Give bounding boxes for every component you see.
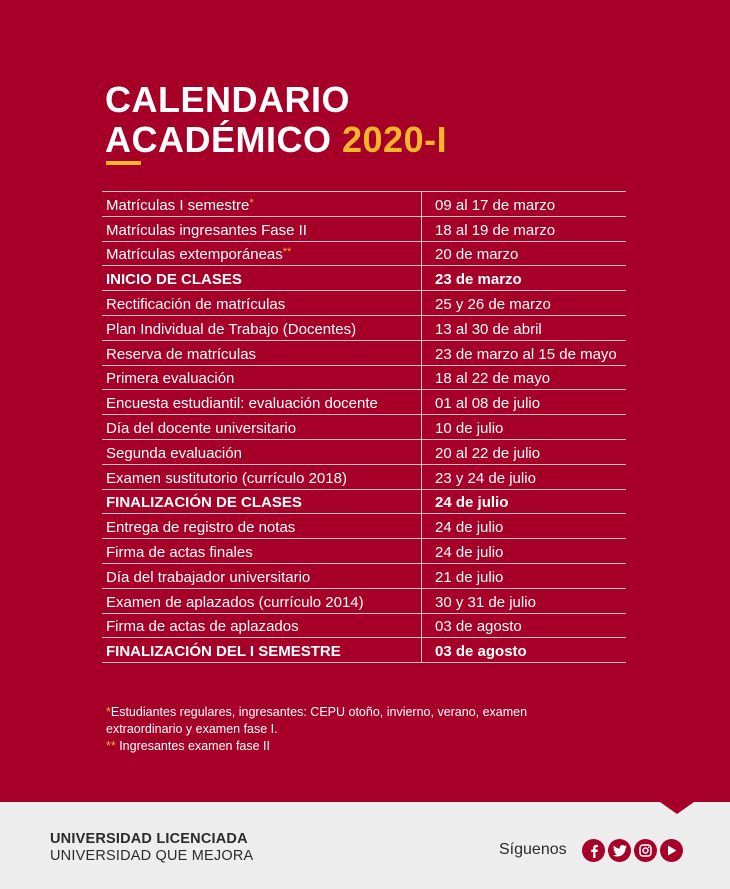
footnote-1-text: Estudiantes regulares, ingresantes: CEPU otoño, invierno, verano, examen extraordinario y examen fase I. <box>106 705 528 736</box>
calendar-row <box>102 464 626 489</box>
calendar-row <box>102 539 626 564</box>
date-cell: 30 y 31 de julio <box>422 588 627 613</box>
date-cell: 24 de julio <box>422 489 627 514</box>
calendar-row <box>102 588 626 613</box>
event-label: Plan Individual de Trabajo (Docentes) <box>106 320 357 338</box>
event-cell <box>102 241 422 266</box>
calendar-row <box>102 315 626 340</box>
footnote-2 <box>106 738 546 755</box>
date-cell: 03 de agosto <box>422 613 627 638</box>
social-links <box>582 839 683 862</box>
date-cell: 10 de julio <box>422 415 627 440</box>
calendar-row <box>102 563 626 588</box>
footnote-1-mark: * <box>106 705 111 719</box>
date-cell: 23 y 24 de julio <box>422 464 627 489</box>
calendar-row <box>102 340 626 365</box>
event-cell <box>102 192 422 217</box>
event-cell <box>102 365 422 390</box>
event-cell <box>102 613 422 638</box>
event-label: FINALIZACIÓN DEL I SEMESTRE <box>106 643 341 661</box>
event-label: Encuesta estudiantil: evaluación docente <box>106 395 378 413</box>
event-cell <box>102 539 422 564</box>
event-label: Entrega de registro de notas <box>106 519 296 537</box>
event-label: INICIO DE CLASES <box>106 271 242 289</box>
event-cell <box>102 266 422 291</box>
facebook-icon[interactable] <box>582 839 605 862</box>
calendar-row <box>102 365 626 390</box>
event-cell <box>102 489 422 514</box>
footnote-2-mark: ** <box>106 739 116 753</box>
calendar-row <box>102 489 626 514</box>
footnote-2-text: Ingresantes examen fase II <box>115 739 270 753</box>
footnotes <box>106 704 546 755</box>
date-cell: 13 al 30 de abril <box>422 315 627 340</box>
footnote-1 <box>106 704 546 738</box>
event-cell <box>102 216 422 241</box>
date-cell: 23 de marzo <box>422 266 627 291</box>
calendar-row <box>102 638 626 663</box>
date-cell: 18 al 19 de marzo <box>422 216 627 241</box>
event-label: Matrículas I semestre <box>106 196 250 214</box>
twitter-icon[interactable] <box>608 839 631 862</box>
footer-notch <box>660 802 694 814</box>
calendar-row <box>102 390 626 415</box>
event-cell <box>102 464 422 489</box>
event-label: Examen de aplazados (currículo 2014) <box>106 593 364 611</box>
event-cell <box>102 638 422 663</box>
event-cell <box>102 415 422 440</box>
calendar-table <box>102 191 626 663</box>
event-cell <box>102 563 422 588</box>
date-cell: 23 de marzo al 15 de mayo <box>422 340 627 365</box>
event-label: Examen sustitutorio (currículo 2018) <box>106 469 347 487</box>
calendar-row <box>102 291 626 316</box>
page-title <box>105 80 447 160</box>
date-cell: 03 de agosto <box>422 638 627 663</box>
date-cell: 25 y 26 de marzo <box>422 291 627 316</box>
calendar-row <box>102 192 626 217</box>
event-label: Matrículas ingresantes Fase II <box>106 221 307 239</box>
event-label: Primera evaluación <box>106 370 235 388</box>
event-cell <box>102 514 422 539</box>
calendar-row <box>102 241 626 266</box>
youtube-icon[interactable] <box>660 839 683 862</box>
event-cell <box>102 315 422 340</box>
university-tagline-2: UNIVERSIDAD QUE MEJORA <box>50 848 254 864</box>
event-label: Segunda evaluación <box>106 444 242 462</box>
event-cell <box>102 588 422 613</box>
event-label: Firma de actas de aplazados <box>106 618 299 636</box>
footnote-marker: * <box>249 196 254 209</box>
date-cell: 20 de marzo <box>422 241 627 266</box>
calendar-row <box>102 415 626 440</box>
calendar-row <box>102 514 626 539</box>
title-prefix: ACADÉMICO <box>105 119 332 160</box>
event-cell <box>102 291 422 316</box>
event-cell <box>102 390 422 415</box>
event-label: Reserva de matrículas <box>106 345 257 363</box>
date-cell: 01 al 08 de julio <box>422 390 627 415</box>
footnote-marker: ** <box>282 246 292 259</box>
event-label: Día del trabajador universitario <box>106 568 311 586</box>
title-year: 2020-I <box>342 119 448 160</box>
university-tagline-1: UNIVERSIDAD LICENCIADA <box>50 831 248 847</box>
date-cell: 20 al 22 de julio <box>422 439 627 464</box>
calendar-row <box>102 439 626 464</box>
calendar-row <box>102 613 626 638</box>
event-label: Matrículas extemporáneas <box>106 246 283 264</box>
follow-label: Síguenos <box>499 841 567 858</box>
calendar-body <box>102 192 626 663</box>
title-line2 <box>105 120 447 160</box>
date-cell: 09 al 17 de marzo <box>422 192 627 217</box>
event-cell <box>102 340 422 365</box>
event-label: Firma de actas finales <box>106 543 253 561</box>
instagram-icon[interactable] <box>634 839 657 862</box>
title-line1: CALENDARIO <box>105 79 350 120</box>
calendar-row <box>102 266 626 291</box>
calendar-row <box>102 216 626 241</box>
event-cell <box>102 439 422 464</box>
event-label: Rectificación de matrículas <box>106 295 286 313</box>
event-label: Día del docente universitario <box>106 419 297 437</box>
event-label: FINALIZACIÓN DE CLASES <box>106 494 302 512</box>
date-cell: 24 de julio <box>422 539 627 564</box>
title-underline <box>106 161 141 165</box>
date-cell: 24 de julio <box>422 514 627 539</box>
date-cell: 18 al 22 de mayo <box>422 365 627 390</box>
date-cell: 21 de julio <box>422 563 627 588</box>
